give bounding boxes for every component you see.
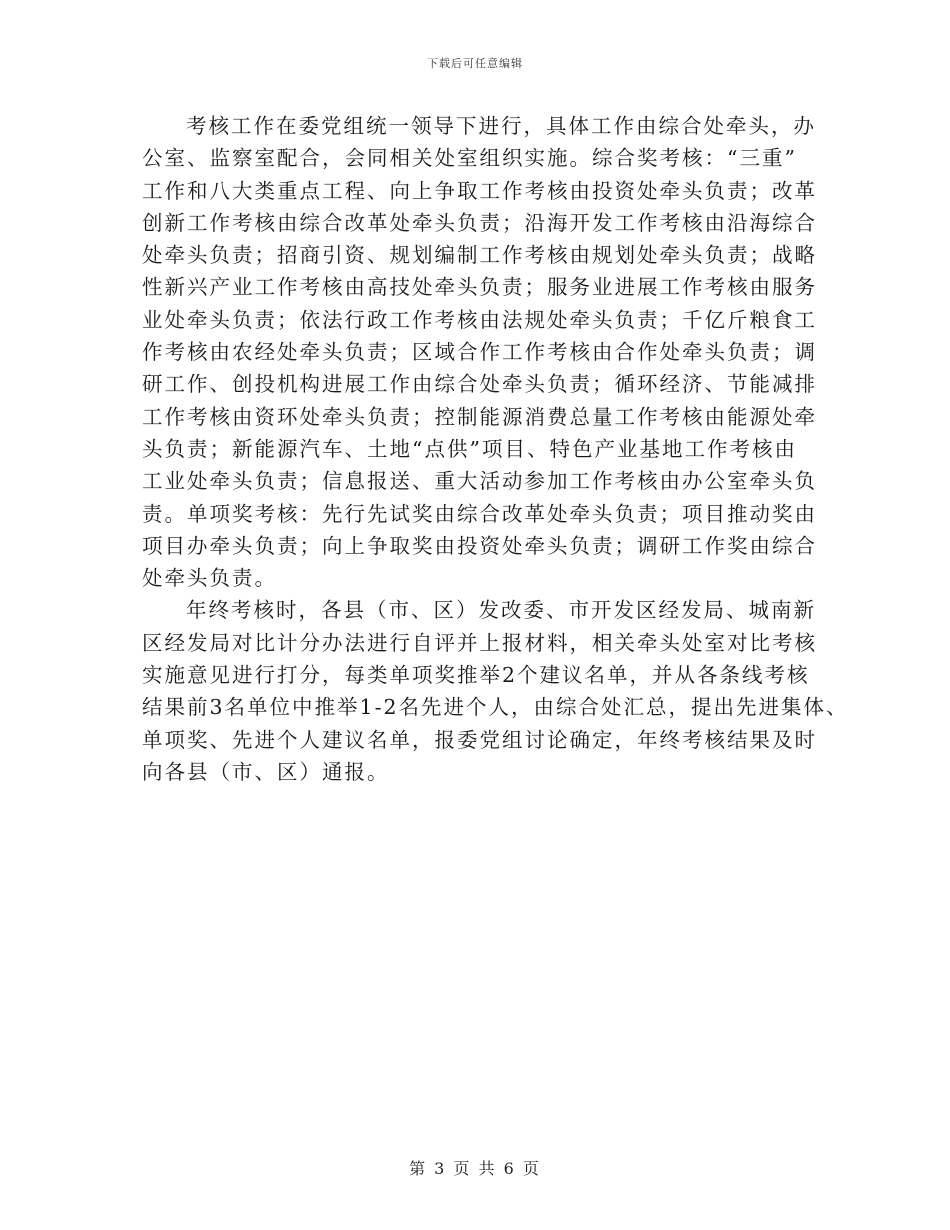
text-line: 头负责；新能源汽车、土地“点供”项目、特色产业基地工作考核由 xyxy=(142,436,797,461)
text-line: 向各县（市、区）通报。 xyxy=(142,759,390,784)
text-line: 业处牵头负责；依法行政工作考核由法规处牵头负责；千亿斤粮食工 xyxy=(142,307,817,332)
text-line: 研工作、创投机构进展工作由综合处牵头负责；循环经济、节能减排 xyxy=(142,372,817,397)
text-line: 性新兴产业工作考核由高技处牵头负责；服务业进展工作考核由服务 xyxy=(142,275,817,300)
paragraph-1 xyxy=(142,110,817,594)
text-line: 年终考核时，各县（市、区）发改委、市开发区经发局、城南新 xyxy=(186,598,816,623)
text-line: 工作考核由资环处牵头负责；控制能源消费总量工作考核由能源处牵 xyxy=(142,404,817,429)
text-line: 作考核由农经处牵头负责；区域合作工作考核由合作处牵头负责；调 xyxy=(142,340,817,365)
text-line: 公室、监察室配合，会同相关处室组织实施。综合奖考核：“三重” xyxy=(142,146,797,171)
text-line: 处牵头负责。 xyxy=(142,566,277,591)
text-line: 项目办牵头负责；向上争取奖由投资处牵头负责；调研工作奖由综合 xyxy=(142,533,817,558)
text-line: 工作和八大类重点工程、向上争取工作考核由投资处牵头负责；改革 xyxy=(142,178,817,203)
page-header: 下载后可任意编辑 xyxy=(427,57,523,70)
text-line: 考核工作在委党组统一领导下进行，具体工作由综合处牵头，办 xyxy=(186,114,816,138)
document-body xyxy=(142,110,849,788)
text-line: 责。单项奖考核：先行先试奖由综合改革处牵头负责；项目推动奖由 xyxy=(142,501,817,526)
text-line: 单项奖、先进个人建议名单，报委党组讨论确定，年终考核结果及时 xyxy=(142,727,817,752)
text-line: 结果前3名单位中推举1-2名先进个人，由综合处汇总，提出先进集体、 xyxy=(142,695,849,720)
text-line: 创新工作考核由综合改革处牵头负责；沿海开发工作考核由沿海综合 xyxy=(142,210,817,235)
text-line: 实施意见进行打分，每类单项奖推举2个建议名单，并从各条线考核 xyxy=(142,663,810,688)
text-line: 工业处牵头负责；信息报送、重大活动参加工作考核由办公室牵头负 xyxy=(142,469,817,494)
page-footer: 第 3 页 共 6 页 xyxy=(409,1159,541,1178)
paragraph-2 xyxy=(142,594,849,788)
text-line: 处牵头负责；招商引资、规划编制工作考核由规划处牵头负责；战略 xyxy=(142,243,817,268)
text-line: 区经发局对比计分办法进行自评并上报材料，相关牵头处室对比考核 xyxy=(142,630,817,655)
